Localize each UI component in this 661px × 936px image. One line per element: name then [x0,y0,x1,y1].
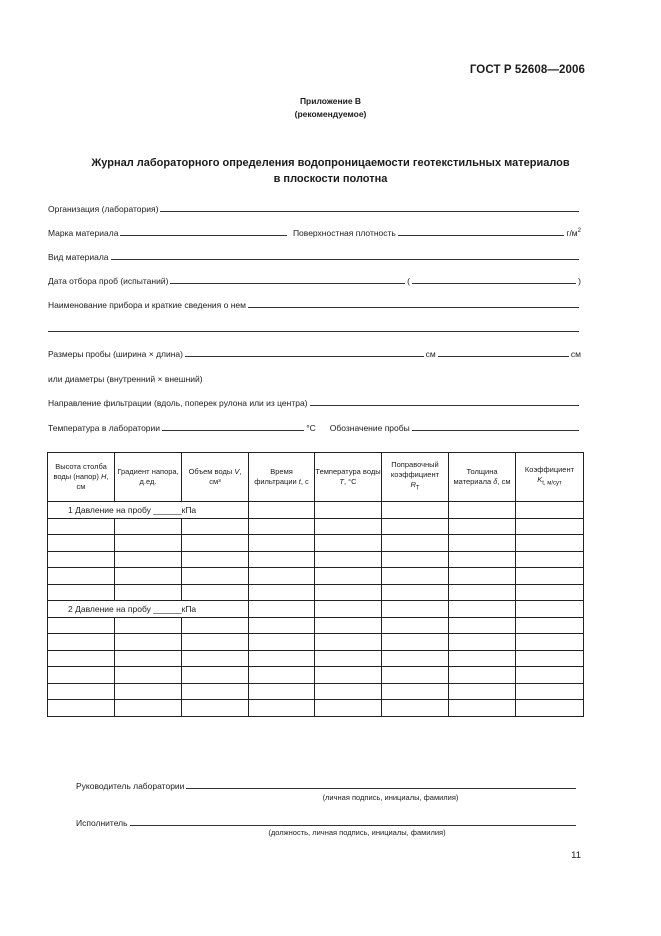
field-sampling-date [48,272,581,286]
table-cell[interactable] [449,601,516,618]
table-cell[interactable] [382,535,449,552]
filtration-direction-line[interactable] [310,405,579,406]
organization-line[interactable] [160,211,579,212]
paren-open: ( [407,276,410,286]
table-cell[interactable] [449,667,516,684]
executor-label: Исполнитель [76,818,128,828]
table-cell[interactable] [449,650,516,667]
table-cell[interactable] [315,700,382,717]
table-cell[interactable] [48,650,115,667]
table-cell[interactable] [516,584,584,601]
section-row [48,601,584,618]
table-cell[interactable] [382,667,449,684]
filtration-results-table [47,452,584,717]
material-type-label: Вид материала [48,252,109,262]
table-cell[interactable] [315,535,382,552]
sampling-date-label: Дата отбора проб (испытаний) [48,276,169,286]
field-filtration-direction [48,394,581,408]
table-cell[interactable] [182,650,249,667]
table-row [48,518,584,535]
table-cell[interactable] [382,518,449,535]
paren-close: ) [578,276,581,286]
table-cell[interactable] [382,551,449,568]
table-cell[interactable] [449,634,516,651]
table-row [48,617,584,634]
table-cell[interactable] [516,518,584,535]
table-cell[interactable] [315,650,382,667]
table-cell[interactable] [249,683,315,700]
instrument-label: Наименование прибора и краткие сведения о нем [48,300,246,310]
diameters-label: или диаметры (внутренний × внешний) [48,374,203,384]
table-row [48,584,584,601]
field-material-type [48,248,581,262]
instrument-line[interactable] [248,307,579,308]
table-cell[interactable] [115,700,182,717]
table-cell[interactable] [516,700,584,717]
sampling-date-line[interactable] [170,283,405,284]
table-cell[interactable] [382,568,449,585]
field-material-brand [48,224,581,238]
table-cell[interactable] [115,667,182,684]
col-water-head: Высота столба воды (напор) H, см [48,453,115,502]
sample-size-label: Размеры пробы (ширина × длина) [48,349,183,359]
table-cell[interactable] [249,667,315,684]
sample-width-unit: см [425,349,436,359]
table-row [48,650,584,667]
table-cell[interactable] [516,634,584,651]
table-cell[interactable] [115,650,182,667]
table-cell[interactable] [315,617,382,634]
field-instrument [48,296,581,310]
table-cell[interactable] [115,683,182,700]
table-cell[interactable] [182,667,249,684]
signature-head [76,777,576,791]
table-cell[interactable] [182,568,249,585]
table-cell[interactable] [249,601,315,618]
table-cell[interactable] [182,518,249,535]
col-material-thickness: Толщина материала δ, см [449,453,516,502]
table-cell[interactable] [249,502,315,519]
table-cell[interactable] [182,535,249,552]
table-cell[interactable] [449,535,516,552]
page-number: 11 [571,850,581,861]
table-cell[interactable] [249,518,315,535]
table-cell[interactable] [48,617,115,634]
table-cell[interactable] [382,634,449,651]
table-cell[interactable] [315,667,382,684]
table-cell[interactable] [249,551,315,568]
col-water-volume: Объем воды V, см³ [182,453,249,502]
table-cell[interactable] [449,584,516,601]
table-cell[interactable] [48,551,115,568]
table-cell[interactable] [449,683,516,700]
table-cell[interactable] [115,617,182,634]
table-cell[interactable] [382,650,449,667]
test-date-line[interactable] [412,283,576,284]
head-caption: (личная подпись, инициалы, фамилия) [322,793,459,802]
table-row [48,634,584,651]
journal-title-line1: Журнал лабораторного определения водопроницаемости геотекстильных материалов [91,157,570,169]
table-cell[interactable] [449,700,516,717]
table-row [48,700,584,717]
table-cell[interactable] [249,584,315,601]
col-filtration-time: Время фильтрации t, с [249,453,315,502]
table-cell[interactable] [48,634,115,651]
table-cell[interactable] [516,667,584,684]
standard-number: ГОСТ Р 52608—2006 [469,64,585,76]
table-cell[interactable] [516,502,584,519]
table-cell[interactable] [449,502,516,519]
table-cell[interactable] [516,650,584,667]
table-cell[interactable] [315,601,382,618]
table-row [48,667,584,684]
surface-density-unit: $г/м^2$ [566,228,581,238]
table-cell[interactable] [516,601,584,618]
table-cell[interactable] [115,634,182,651]
table-cell[interactable] [249,700,315,717]
table-cell[interactable] [115,518,182,535]
material-brand-line[interactable] [120,235,287,236]
table-cell[interactable] [315,518,382,535]
table-cell[interactable] [115,551,182,568]
table-cell[interactable] [449,568,516,585]
table-cell[interactable] [382,502,449,519]
table-cell[interactable] [315,551,382,568]
table-cell[interactable] [115,535,182,552]
table-cell[interactable] [449,518,516,535]
table-cell[interactable] [182,551,249,568]
sample-designation-line[interactable] [412,430,579,431]
table-cell[interactable] [48,584,115,601]
table-cell[interactable] [48,667,115,684]
table-cell[interactable] [182,634,249,651]
organization-label: Организация (лаборатория) [48,204,159,214]
executor-signature-line[interactable] [130,825,576,826]
table-cell[interactable] [516,683,584,700]
section-label: 1 Давление на пробу ______кПа [48,502,249,519]
table-cell[interactable] [315,634,382,651]
table-cell[interactable] [115,584,182,601]
appendix-title: Приложение В [299,96,362,106]
table-cell[interactable] [516,617,584,634]
sample-length-unit: см [570,349,581,359]
table-cell[interactable] [516,568,584,585]
degree-unit: °С [306,423,316,433]
section-label: 2 Давление на пробу ______кПа [48,601,249,618]
instrument-line-2[interactable] [48,331,579,332]
field-instrument-continued [48,320,581,334]
table-cell[interactable] [315,683,382,700]
col-water-temperature: Температура воды T, °С [315,453,382,502]
table-cell[interactable] [249,617,315,634]
table-cell[interactable] [516,551,584,568]
table-cell[interactable] [48,518,115,535]
col-head-gradient: Градиент напора, д.ед. [115,453,182,502]
executor-caption: (должность, личная подпись, инициалы, фамилия) [268,828,446,837]
table-cell[interactable] [182,683,249,700]
col-coefficient: Коэффициент $K_{t, м/сут}$ [516,453,584,502]
col-correction-factor: Поправочный коэффициент $R_T$ [382,453,449,502]
table-cell[interactable] [182,700,249,717]
table-cell[interactable] [382,584,449,601]
table-cell[interactable] [382,683,449,700]
section-row [48,502,584,519]
table-cell[interactable] [449,551,516,568]
table-cell[interactable] [115,568,182,585]
appendix-subtitle: (рекомендуемое) [294,109,367,119]
table-cell[interactable] [182,617,249,634]
table-row [48,568,584,585]
surface-density-line[interactable] [398,235,565,236]
material-brand-label: Марка материала [48,228,119,238]
table-cell[interactable] [382,601,449,618]
table-cell[interactable] [315,568,382,585]
table-cell[interactable] [315,584,382,601]
head-label: Руководитель лаборатории [76,781,185,791]
field-lab-temperature [48,419,581,433]
sample-length-line[interactable] [438,356,569,357]
table-row [48,535,584,552]
table-cell[interactable] [48,683,115,700]
table-cell[interactable] [382,700,449,717]
lab-temperature-line[interactable] [162,430,304,431]
material-type-line[interactable] [111,259,579,260]
table-cell[interactable] [249,650,315,667]
table-cell[interactable] [249,634,315,651]
field-diameters [48,370,581,384]
head-signature-line[interactable] [186,788,576,789]
table-cell[interactable] [48,568,115,585]
filtration-direction-label: Направление фильтрации (вдоль, поперек рулона или из центра) [48,398,308,408]
table-cell[interactable] [449,617,516,634]
sample-designation-label: Обозначение пробы [329,423,410,433]
table-cell[interactable] [382,617,449,634]
table-cell[interactable] [48,535,115,552]
table-header-row [48,453,584,502]
field-sample-size [48,345,581,359]
table-row [48,683,584,700]
table-cell[interactable] [48,700,115,717]
field-organization [48,200,581,214]
table-cell[interactable] [516,535,584,552]
signature-executor [76,814,576,828]
surface-density-label: Поверхностная плотность [292,228,396,238]
journal-title-line2: в плоскости полотна [273,173,388,185]
table-row [48,551,584,568]
table-cell[interactable] [249,568,315,585]
table-cell[interactable] [315,502,382,519]
table-cell[interactable] [182,584,249,601]
table-cell[interactable] [249,535,315,552]
sample-width-line[interactable] [185,356,424,357]
lab-temperature-label: Температура в лаборатории [48,423,161,433]
